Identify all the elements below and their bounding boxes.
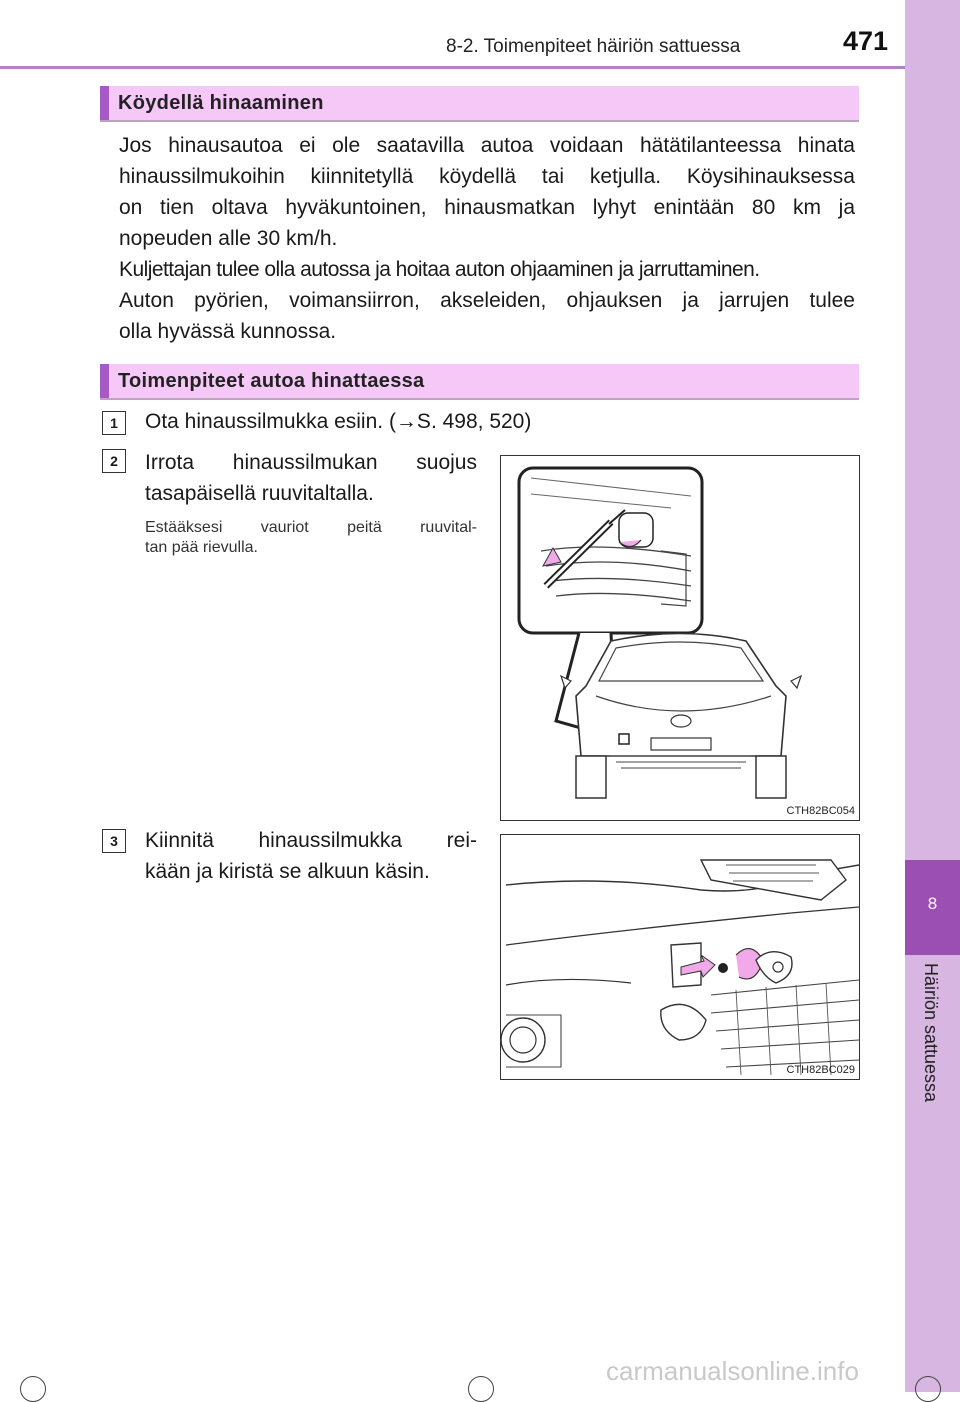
watermark: carmanualsonline.info (606, 1356, 859, 1386)
registration-mark (20, 1376, 46, 1402)
step-2-text (145, 447, 477, 509)
text-line: on tien oltava hyväkuntoinen, hinausmatkan lyhyt enintään 80 km ja (119, 196, 855, 219)
page-number: 471 (843, 26, 889, 56)
text-line: Irrota hinaussilmukan suojus (145, 451, 477, 474)
figure-towing-eyelet (500, 834, 860, 1080)
heading-rope-towing (100, 86, 859, 122)
side-chapter-number[interactable]: 8 (905, 860, 960, 955)
text-line: tan pää rievulla. (145, 539, 258, 556)
step-2-note (145, 518, 477, 558)
towing-eyelet-illustration (501, 835, 859, 1079)
figure-code: CTH82BC054 (786, 805, 855, 817)
header-rule (0, 66, 905, 69)
step-3-text (145, 825, 477, 887)
paragraph-condition (119, 285, 855, 347)
figure-car-front (500, 455, 860, 821)
text-line: olla hyvässä kunnossa. (119, 320, 337, 343)
registration-mark (468, 1376, 494, 1402)
heading-procedure-text: Toimenpiteet autoa hinattaessa (118, 370, 425, 392)
heading-bar (100, 86, 109, 120)
paragraph-towing-intro (119, 130, 855, 254)
text-line: Auton pyörien, voimansiirron, akseleiden, ohjauksen ja jarrujen tulee (119, 289, 855, 312)
step-number-1: 1 (102, 411, 126, 435)
side-chapter-title: Häiriön sattuessa (921, 963, 941, 1103)
text-line: kään ja kiristä se alkuun käsin. (145, 860, 430, 883)
running-header: 8-2. Toimenpiteet häiriön sattuessa (446, 36, 741, 57)
text-line: tasapäisellä ruuvitaltalla. (145, 482, 374, 505)
heading-bar (100, 364, 109, 398)
text-line: Kiinnitä hinaussilmukka rei- (145, 829, 477, 852)
text-line: nopeuden alle 30 km/h. (119, 227, 338, 250)
registration-mark (915, 1376, 941, 1402)
text-line: hinaussilmukoihin kiinnitetyllä köydellä tai ketjulla. Köysihinauksessa (119, 165, 855, 188)
step-1-text: Ota hinaussilmukka esiin. (→S. 498, 520) (145, 410, 532, 433)
text-line: Jos hinausautoa ei ole saatavilla autoa voidaan hätätilanteessa hinata (119, 134, 855, 157)
figure-code: CTH82BC029 (786, 1064, 855, 1076)
text-line: Estääksesi vauriot peitä ruuvital- (145, 519, 477, 536)
side-tab (905, 0, 960, 1392)
bolt-icon (718, 963, 728, 973)
paragraph-driver: Kuljettajan tulee olla autossa ja hoitaa auton ohjaaminen ja jarruttaminen. (119, 258, 760, 281)
heading-rope-towing-text: Köydellä hinaaminen (118, 92, 324, 114)
step-number-2: 2 (102, 449, 126, 473)
step-number-3: 3 (102, 829, 126, 853)
car-front-illustration (501, 456, 859, 820)
heading-procedure (100, 364, 859, 400)
